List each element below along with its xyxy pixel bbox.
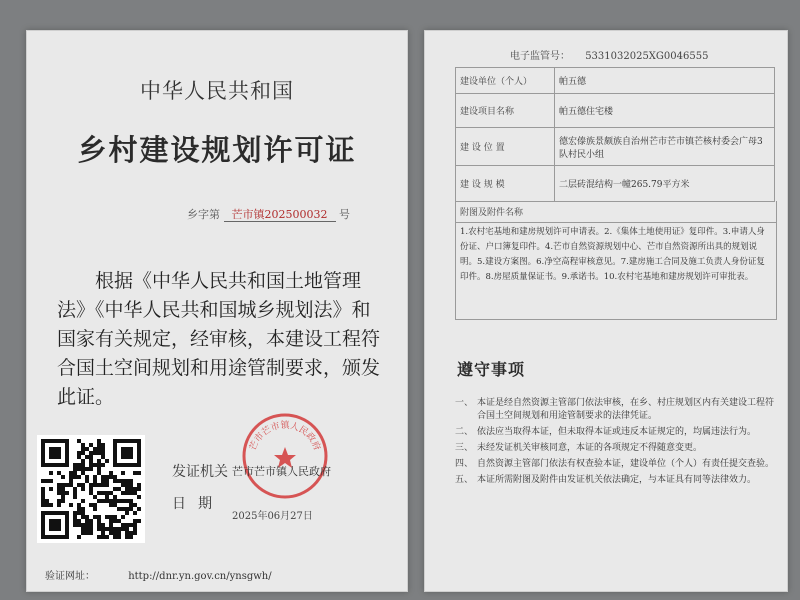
table-row bbox=[456, 94, 775, 128]
attachments-label: 附图及附件名称 bbox=[456, 201, 776, 223]
serial-suffix: 号 bbox=[339, 208, 350, 221]
project-info-table bbox=[455, 67, 775, 202]
permit-title: 乡村建设规划许可证 bbox=[77, 133, 357, 167]
note-number: 四、 bbox=[455, 459, 474, 469]
row-label: 建设项目名称 bbox=[456, 94, 555, 128]
row-value: 帕五德住宅楼 bbox=[555, 94, 775, 128]
serial-prefix: 乡字第 bbox=[187, 208, 220, 221]
list-item bbox=[455, 474, 777, 487]
issuer-value: 芒市芒市镇人民政府 bbox=[232, 465, 331, 478]
date-value: 2025年06月27日 bbox=[232, 511, 313, 522]
verify-label: 验证网址： bbox=[45, 571, 95, 582]
qr-code-icon[interactable] bbox=[37, 435, 145, 543]
country-name: 中华人民共和国 bbox=[140, 79, 294, 103]
supervision-label: 电子监管号： bbox=[510, 51, 570, 62]
seal-text: 芒市芒市镇人民政府 bbox=[248, 421, 322, 453]
verify-line bbox=[45, 567, 272, 582]
note-text: 自然资源主管部门依法有权查验本证，建设单位（个人）有责任提交查验。 bbox=[477, 459, 775, 469]
permit-body-text: 根据《中华人民共和国土地管理法》《中华人民共和国城乡规划法》和国家有关规定，经审核，本建设工程符合国土空间规划和用途管制要求，颁发此证。 bbox=[57, 270, 381, 408]
issuer-label: 发证机关 bbox=[172, 464, 228, 480]
row-value: 德宏傣族景颇族自治州芒市芒市镇芒核村委会广母3队村民小组 bbox=[555, 128, 775, 166]
permit-right-page bbox=[424, 30, 788, 592]
attachments-box bbox=[455, 201, 777, 320]
note-text: 依法应当取得本证，但未取得本证或违反本证规定的，均属违法行为。 bbox=[477, 427, 757, 437]
table-row bbox=[456, 128, 775, 166]
row-value: 二层砖混结构一幢265.79平方米 bbox=[555, 166, 775, 202]
row-label: 建设单位（个人） bbox=[456, 68, 555, 94]
row-value: 帕五德 bbox=[555, 68, 775, 94]
table-row bbox=[456, 68, 775, 94]
list-item bbox=[455, 442, 777, 455]
serial-number: 芒市镇202500032 bbox=[224, 208, 336, 222]
list-item bbox=[455, 397, 777, 423]
table-row bbox=[456, 166, 775, 202]
date-label: 日期 bbox=[172, 496, 224, 512]
verify-url[interactable]: http://dnr.yn.gov.cn/ynsgwh/ bbox=[128, 571, 272, 582]
supervision-code: 5331032025XG0046555 bbox=[585, 51, 709, 62]
notes-list bbox=[455, 397, 777, 490]
official-seal-icon bbox=[240, 411, 330, 501]
note-number: 一、 bbox=[455, 398, 474, 408]
row-label: 建 设 规 模 bbox=[456, 166, 555, 202]
serial-line bbox=[187, 206, 350, 222]
row-label: 建 设 位 置 bbox=[456, 128, 555, 166]
note-text: 未经发证机关审核同意，本证的各项规定不得随意变更。 bbox=[477, 443, 703, 453]
note-number: 三、 bbox=[455, 443, 474, 453]
note-text: 本证所需附图及附件由发证机关依法确定，与本证具有同等法律效力。 bbox=[477, 475, 757, 485]
note-number: 五、 bbox=[455, 475, 474, 485]
notes-title: 遵守事项 bbox=[457, 360, 526, 379]
supervision-line bbox=[510, 47, 708, 62]
note-text: 本证是经自然资源主管部门依法审核，在乡、村庄规划区内有关建设工程符合国土空间规划和用途管制要求的法律凭证。 bbox=[477, 398, 775, 421]
note-number: 二、 bbox=[455, 427, 474, 437]
permit-left-page bbox=[26, 30, 408, 592]
attachments-text: 1.农村宅基地和建房规划许可申请表。2.《集体土地使用证》复印件。3.申请人身份证、户口簿复印件。4.芒市自然资源规划中心、芒市自然资源所出具的规划说明。5.建设方案图。6.净空高程审核意见。7.建房施工合同及施工负责人身份证复印件。8.房屋质量保证书。9.承诺书。10.农村宅基地和建房规划许可审批表。 bbox=[460, 227, 765, 282]
list-item bbox=[455, 458, 777, 471]
list-item bbox=[455, 426, 777, 439]
